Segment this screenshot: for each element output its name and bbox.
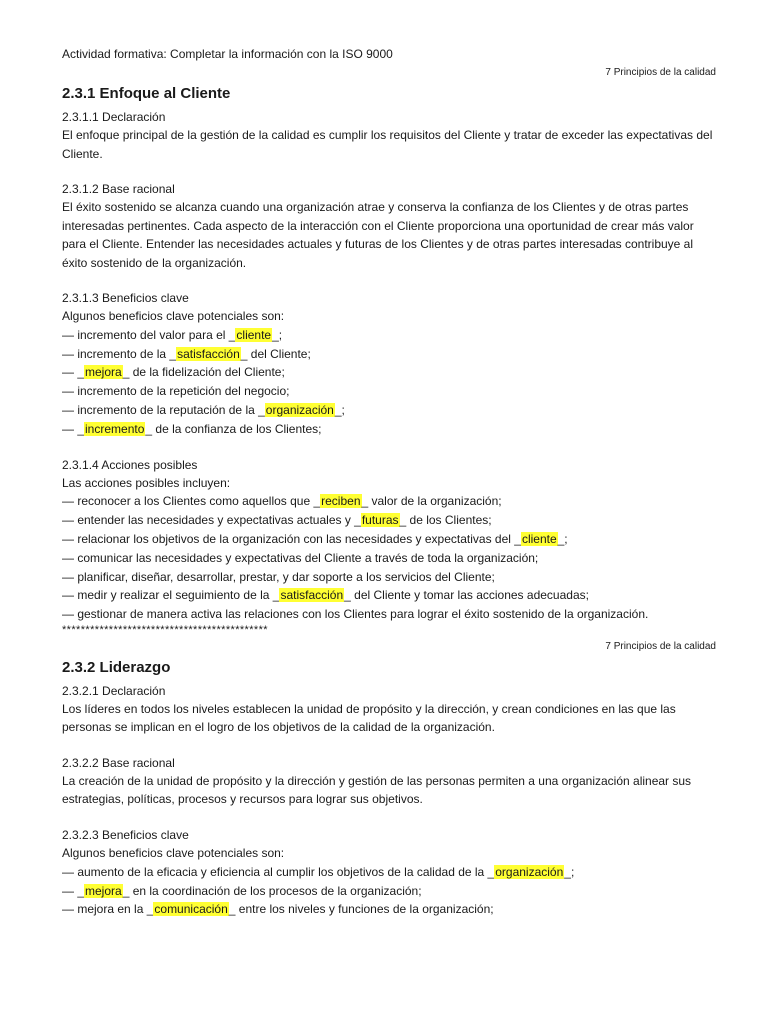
list-item: — planificar, diseñar, desarrollar, prestar, y dar soporte a los servicios del Cliente; xyxy=(62,569,495,584)
paragraph: La creación de la unidad de propósito y la dirección y gestión de las personas permiten a una organización alinear sus estrategias, políticas, procesos y recursos para lograr sus objetivos. xyxy=(62,773,692,807)
paragraph: El enfoque principal de la gestión de la calidad es cumplir los requisitos del Cliente y tratar de exceder las expectativas del Cliente. xyxy=(62,128,713,161)
section-title: 2.3.2 Liderazgo xyxy=(62,658,171,676)
list-item: — medir y realizar el seguimiento de la _satisfacción_ del Cliente y tomar las acciones adecuadas; xyxy=(62,588,589,603)
subsection-heading: 2.3.1.2 Base racional xyxy=(62,182,175,196)
benefits-list xyxy=(62,863,716,919)
list-item: — incremento de la reputación de la _organización_; xyxy=(62,402,345,417)
list-item: — relacionar los objetivos de la organización con las necesidades y expectativas del _cliente_; xyxy=(62,531,568,546)
subsection-heading: 2.3.1.3 Beneficios clave xyxy=(62,291,189,305)
page-header-right: 7 Principios de la calidad xyxy=(605,67,716,78)
list-item: — incremento de la repetición del negocio; xyxy=(62,384,290,399)
benefits-list xyxy=(62,326,716,439)
subsection-heading: 2.3.1.1 Declaración xyxy=(62,110,166,124)
list-item: — _mejora_ de la fidelización del Cliente; xyxy=(62,365,285,380)
list-item: — _mejora_ en la coordinación de los procesos de la organización; xyxy=(62,883,422,898)
subsection-heading: 2.3.1.4 Acciones posibles xyxy=(62,457,198,472)
highlighted-answer: comunicación xyxy=(154,902,228,917)
list-item: — _incremento_ de la confianza de los Clientes; xyxy=(62,421,322,436)
highlighted-answer: futuras xyxy=(361,513,399,528)
highlighted-answer: organización xyxy=(265,402,334,417)
subsection-heading: 2.3.2.3 Beneficios clave xyxy=(62,827,189,842)
list-intro: Las acciones posibles incluyen: xyxy=(62,475,231,490)
section-title: 2.3.1 Enfoque al Cliente xyxy=(62,85,231,102)
list-item: — incremento de la _satisfacción_ del Cliente; xyxy=(62,346,311,361)
page-header-right: 7 Principios de la calidad xyxy=(605,640,716,652)
highlighted-answer: satisfacción xyxy=(280,588,344,603)
list-item: — mejora en la _comunicación_ entre los niveles y funciones de la organización; xyxy=(62,902,494,917)
separator-stars: ******************************************** xyxy=(62,623,268,636)
highlighted-answer: cliente xyxy=(236,327,272,342)
actions-list xyxy=(62,492,716,624)
list-item: — comunicar las necesidades y expectativas del Cliente a través de toda la organización; xyxy=(62,550,539,565)
list-item: — reconocer a los Clientes como aquellos que _reciben_ valor de la organización; xyxy=(62,494,502,509)
list-item: — incremento del valor para el _cliente_; xyxy=(62,327,283,342)
subsection-heading: 2.3.2.2 Base racional xyxy=(62,755,175,770)
subsection-heading: 2.3.2.1 Declaración xyxy=(62,683,166,698)
list-item: — aumento de la eficacia y eficiencia al cumplir los objetivos de la calidad de la _organización_; xyxy=(62,864,575,879)
paragraph: El éxito sostenido se alcanza cuando una organización atrae y conserva la confianza de los Clientes y de otras partes interesadas pertinentes. Cada aspecto de la interacción con el Cliente proporciona una oportunidad de crear más valor para el Cliente. Entender las necesidades actuales y futuras de los Clientes y de otras partes interesadas contribuye al éxito sostenido de la organización. xyxy=(62,200,694,270)
list-intro: Algunos beneficios clave potenciales son: xyxy=(62,309,285,323)
highlighted-answer: incremento xyxy=(85,421,145,436)
highlighted-answer: cliente xyxy=(521,531,557,546)
list-item: — entender las necesidades y expectativas actuales y _futuras_ de los Clientes; xyxy=(62,513,492,528)
highlighted-answer: mejora xyxy=(85,365,122,380)
list-item: — gestionar de manera activa las relaciones con los Clientes para lograr el éxito sostenido de la organización. xyxy=(62,607,649,622)
paragraph: Los líderes en todos los niveles establecen la unidad de propósito y la dirección, y crean condiciones en las que las personas se implican en el logro de los objetivos de la calidad de la organización. xyxy=(62,701,676,735)
activity-intro: Actividad formativa: Completar la información con la ISO 9000 xyxy=(62,47,393,61)
highlighted-answer: satisfacción xyxy=(177,346,240,361)
highlighted-answer: mejora xyxy=(85,883,122,898)
highlighted-answer: organización xyxy=(495,864,564,879)
highlighted-answer: reciben xyxy=(321,494,361,509)
list-intro: Algunos beneficios clave potenciales son: xyxy=(62,845,285,860)
